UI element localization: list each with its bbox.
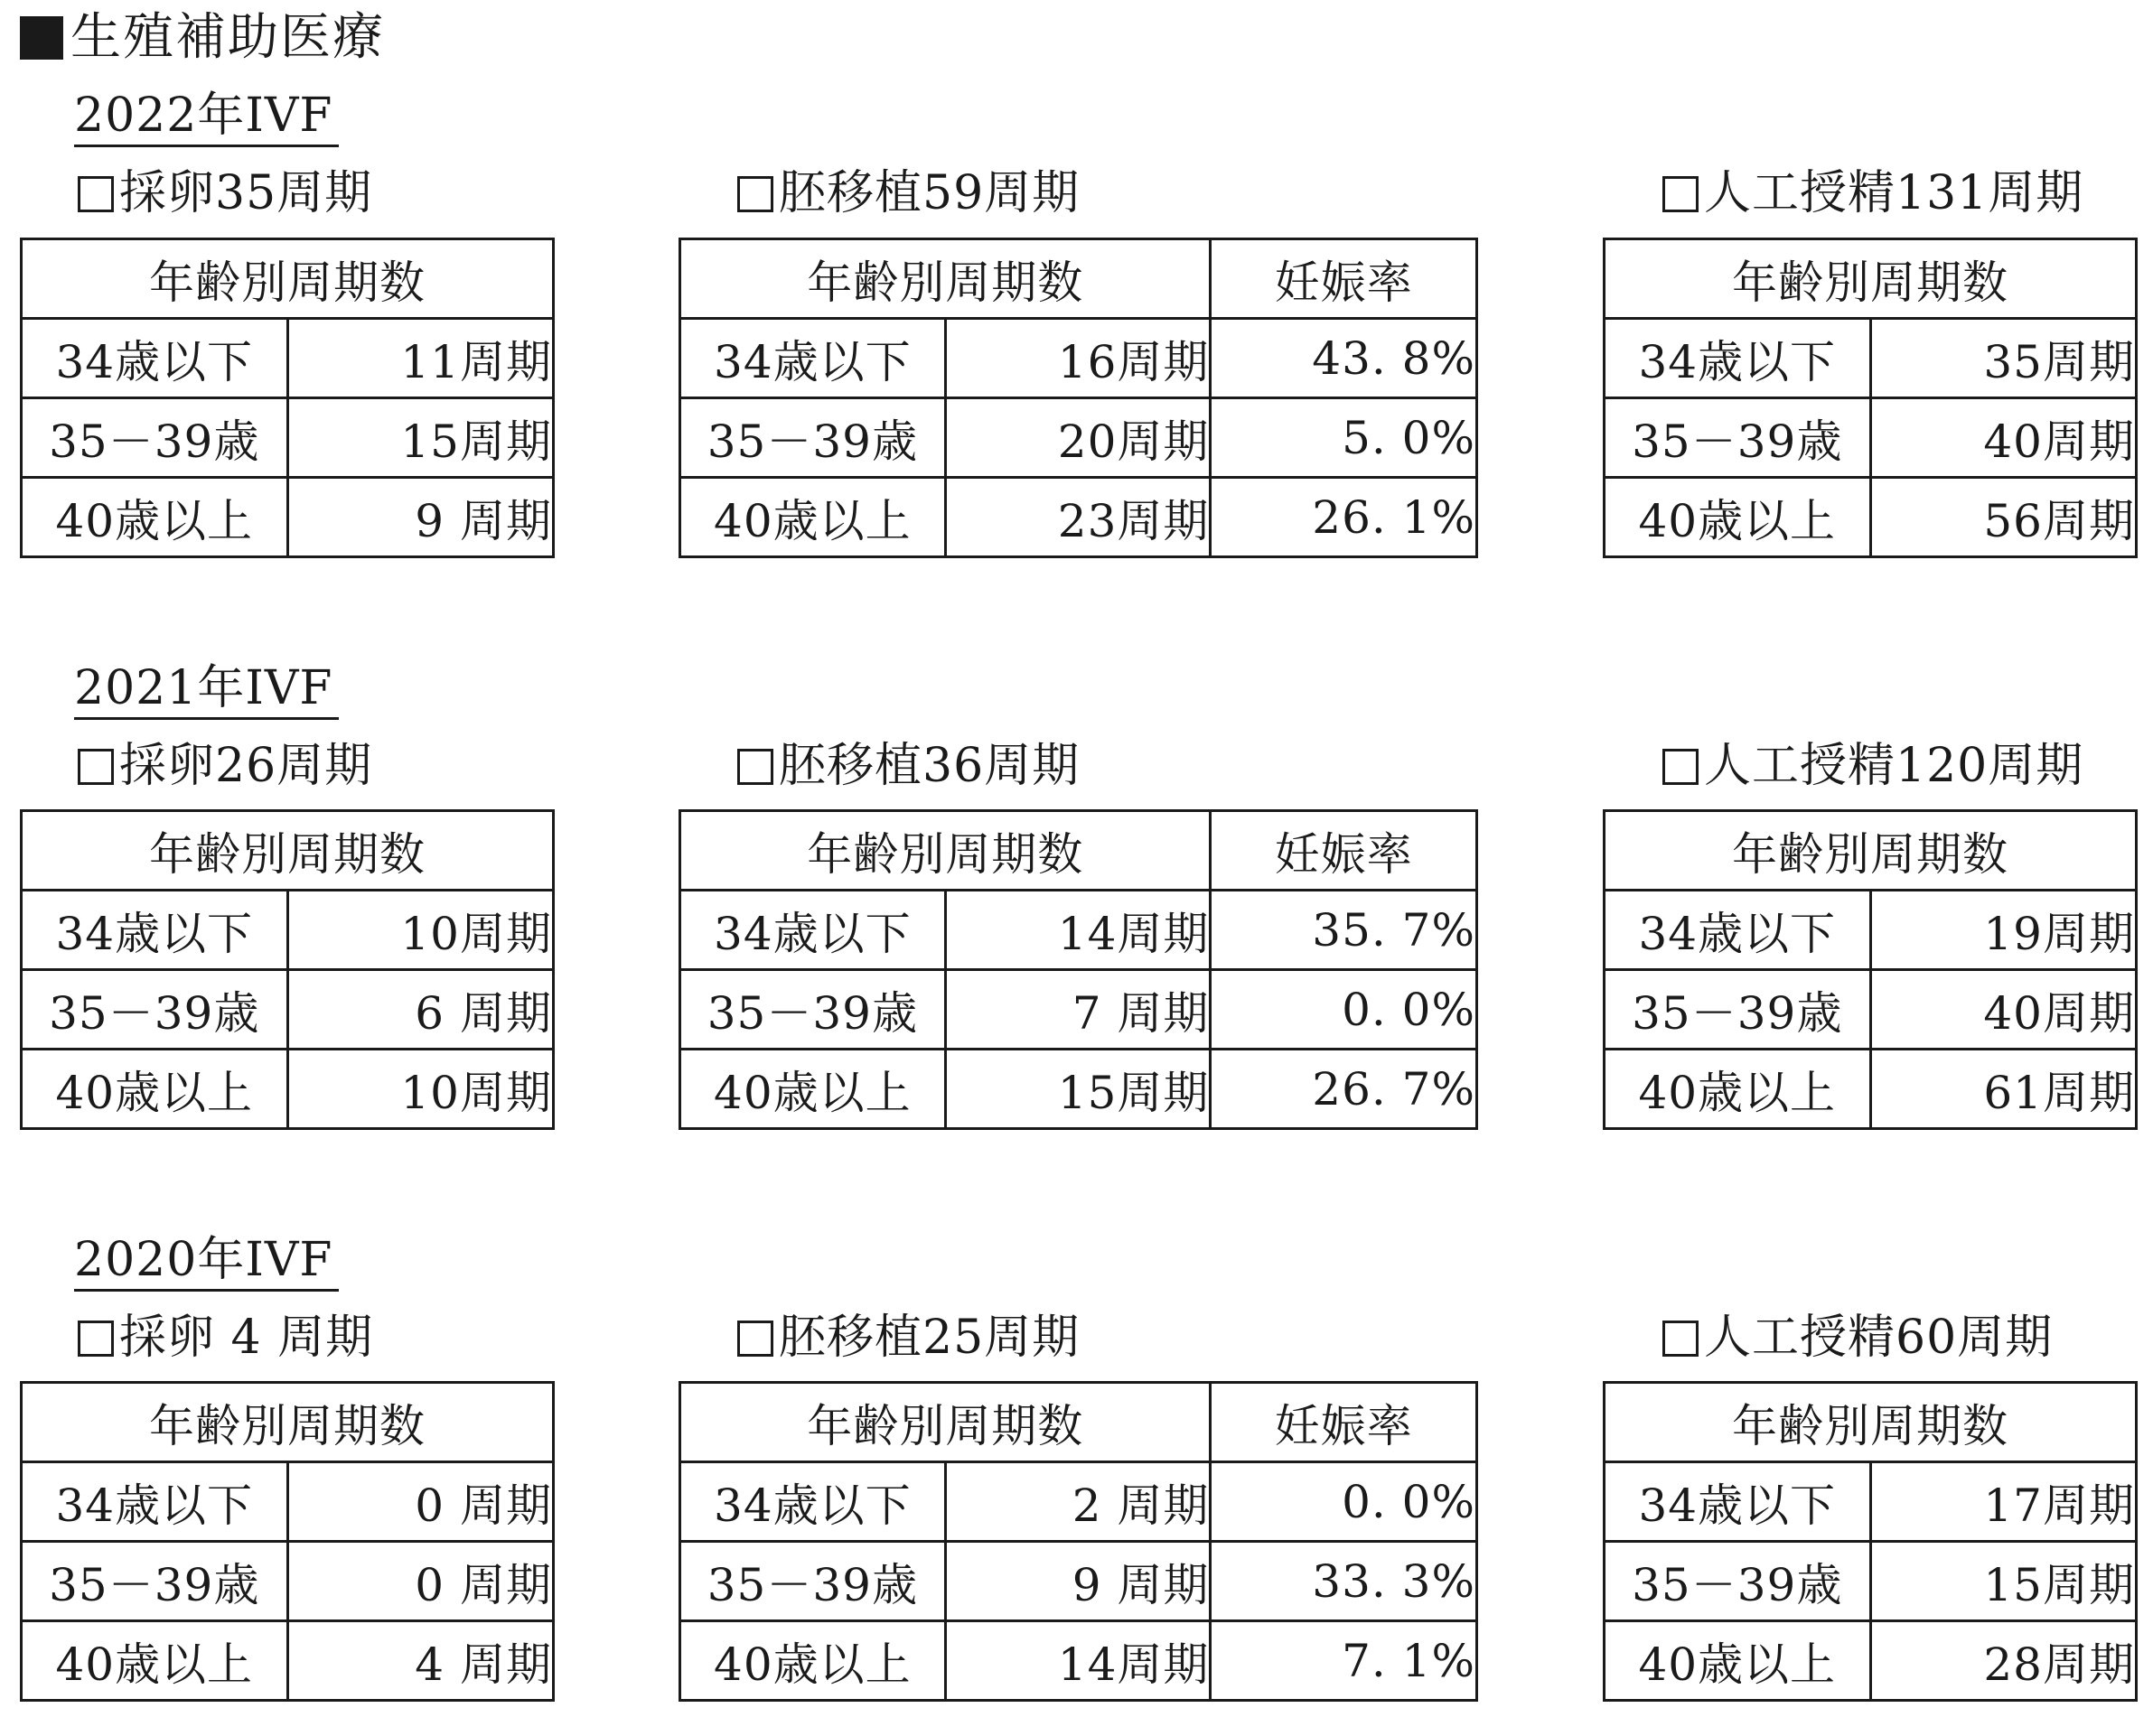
year-label-2022: 2022年IVF xyxy=(74,87,339,147)
table-row: 40歳以上 9 周期 xyxy=(22,478,554,557)
checkbox-square-icon xyxy=(1662,176,1699,212)
egg-retrieval-title: 採卵 4 周期 xyxy=(78,1309,373,1367)
table-row: 35－39歳 7 周期 0. 0% xyxy=(680,970,1477,1050)
header-age-cycles: 年齢別周期数 xyxy=(680,239,1211,319)
embryo-transfer-title: 胚移植25周期 xyxy=(737,1309,1080,1367)
artificial-insemination-table xyxy=(1603,809,2138,1130)
checkbox-square-icon xyxy=(78,176,114,212)
egg-retrieval-table xyxy=(20,238,555,558)
header-age-cycles: 年齢別周期数 xyxy=(1605,1383,2137,1462)
table-row: 35－39歳 40周期 xyxy=(1605,398,2137,478)
table-row: 40歳以上 15周期 26. 7% xyxy=(680,1050,1477,1129)
embryo-transfer-table xyxy=(679,809,1478,1130)
table-row: 34歳以下 17周期 xyxy=(1605,1462,2137,1542)
header-age-cycles: 年齢別周期数 xyxy=(22,811,554,891)
table-row: 40歳以上 23周期 26. 1% xyxy=(680,478,1477,557)
embryo-transfer-title: 胚移植59周期 xyxy=(737,164,1080,222)
table-row: 35－39歳 0 周期 xyxy=(22,1542,554,1621)
year-label-2020: 2020年IVF xyxy=(74,1231,339,1292)
table-row: 34歳以下 16周期 43. 8% xyxy=(680,319,1477,398)
table-row: 34歳以下 2 周期 0. 0% xyxy=(680,1462,1477,1542)
header-pregnancy-rate: 妊娠率 xyxy=(1211,1383,1477,1462)
checkbox-square-icon xyxy=(737,749,773,785)
egg-retrieval-table xyxy=(20,1381,555,1702)
table-row: 34歳以下 35周期 xyxy=(1605,319,2137,398)
header-age-cycles: 年齢別周期数 xyxy=(1605,811,2137,891)
table-row: 40歳以上 28周期 xyxy=(1605,1621,2137,1701)
checkbox-square-icon xyxy=(1662,1321,1699,1357)
table-row: 35－39歳 15周期 xyxy=(1605,1542,2137,1621)
table-row: 35－39歳 9 周期 33. 3% xyxy=(680,1542,1477,1621)
egg-retrieval-title: 採卵26周期 xyxy=(78,737,372,795)
header-age-cycles: 年齢別周期数 xyxy=(1605,239,2137,319)
artificial-insemination-title: 人工授精131周期 xyxy=(1662,164,2083,222)
egg-retrieval-table xyxy=(20,809,555,1130)
checkbox-square-icon xyxy=(78,749,114,785)
table-row: 34歳以下 14周期 35. 7% xyxy=(680,891,1477,970)
artificial-insemination-table xyxy=(1603,238,2138,558)
artificial-insemination-table xyxy=(1603,1381,2138,1702)
header-age-cycles: 年齢別周期数 xyxy=(680,1383,1211,1462)
year-label-2021: 2021年IVF xyxy=(74,659,339,720)
table-row: 40歳以上 14周期 7. 1% xyxy=(680,1621,1477,1701)
table-row: 40歳以上 10周期 xyxy=(22,1050,554,1129)
header-pregnancy-rate: 妊娠率 xyxy=(1211,811,1477,891)
table-row: 40歳以上 61周期 xyxy=(1605,1050,2137,1129)
table-row: 40歳以上 4 周期 xyxy=(22,1621,554,1701)
page-title-text: 生殖補助医療 xyxy=(70,8,385,67)
table-row: 34歳以下 11周期 xyxy=(22,319,554,398)
checkbox-square-icon xyxy=(1662,749,1699,785)
table-row: 40歳以上 56周期 xyxy=(1605,478,2137,557)
checkbox-square-icon xyxy=(78,1321,114,1357)
header-age-cycles: 年齢別周期数 xyxy=(680,811,1211,891)
table-row: 35－39歳 20周期 5. 0% xyxy=(680,398,1477,478)
artificial-insemination-title: 人工授精60周期 xyxy=(1662,1309,2053,1367)
checkbox-square-icon xyxy=(737,1321,773,1357)
table-row: 34歳以下 10周期 xyxy=(22,891,554,970)
header-age-cycles: 年齢別周期数 xyxy=(22,239,554,319)
black-square-icon xyxy=(20,16,63,60)
embryo-transfer-title: 胚移植36周期 xyxy=(737,737,1080,795)
table-row: 34歳以下 19周期 xyxy=(1605,891,2137,970)
checkbox-square-icon xyxy=(737,176,773,212)
artificial-insemination-title: 人工授精120周期 xyxy=(1662,737,2083,795)
embryo-transfer-table xyxy=(679,238,1478,558)
header-pregnancy-rate: 妊娠率 xyxy=(1211,239,1477,319)
table-row: 35－39歳 40周期 xyxy=(1605,970,2137,1050)
table-row: 35－39歳 6 周期 xyxy=(22,970,554,1050)
page-title xyxy=(20,5,385,70)
egg-retrieval-title: 採卵35周期 xyxy=(78,164,372,222)
embryo-transfer-table xyxy=(679,1381,1478,1702)
header-age-cycles: 年齢別周期数 xyxy=(22,1383,554,1462)
table-row: 34歳以下 0 周期 xyxy=(22,1462,554,1542)
table-row: 35－39歳 15周期 xyxy=(22,398,554,478)
